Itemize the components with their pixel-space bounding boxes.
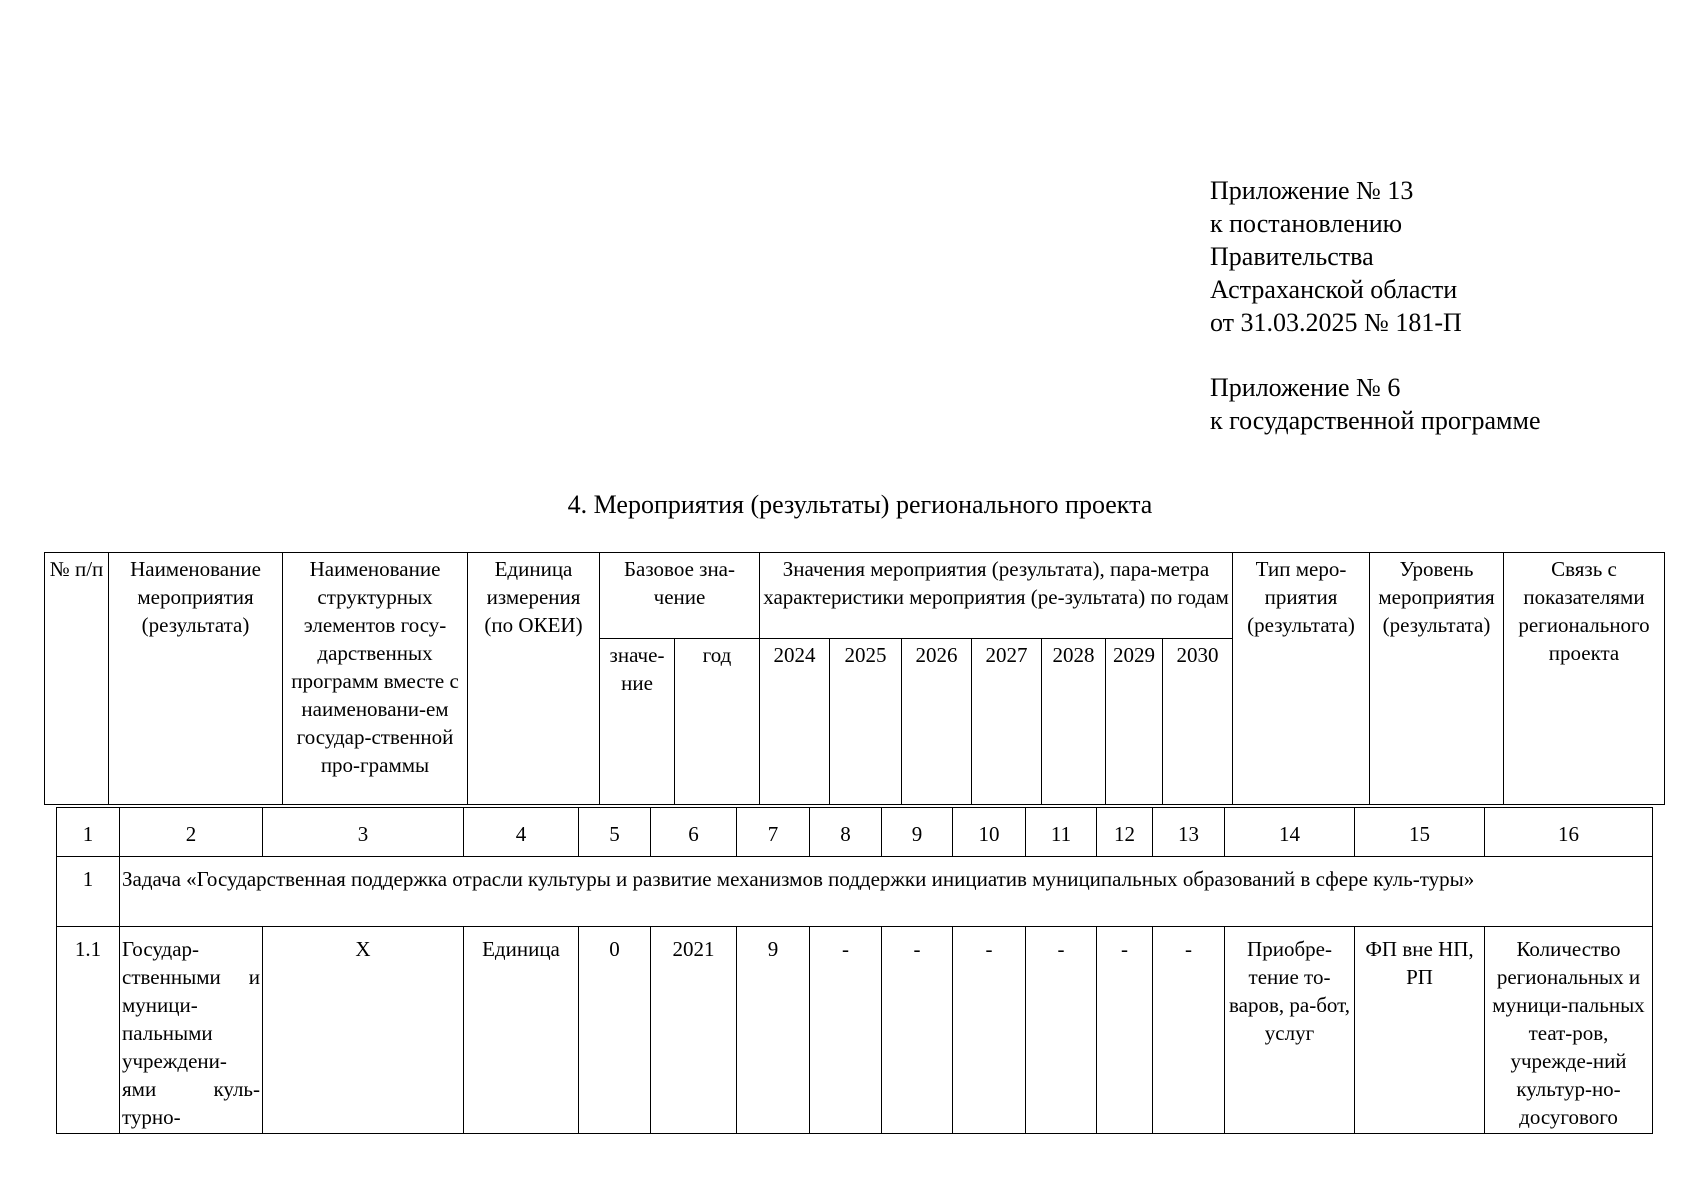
column-number: 8 <box>810 808 882 857</box>
header-year: 2026 <box>902 639 972 805</box>
header-year: 2029 <box>1106 639 1163 805</box>
column-number: 12 <box>1097 808 1153 857</box>
header-level: Уровень мероприятия (результата) <box>1370 553 1504 805</box>
header-unit: Единица измерения (по ОКЕИ) <box>468 553 600 805</box>
column-number: 5 <box>579 808 651 857</box>
task-row <box>57 857 1653 927</box>
column-number: 3 <box>263 808 464 857</box>
header-values-group: Значения мероприятия (результата), пара-метра характеристики мероприятия (ре-зультата) по годам <box>760 553 1233 639</box>
header-name: Наименование мероприятия (результата) <box>109 553 283 805</box>
column-number: 1 <box>57 808 120 857</box>
header-year: 2027 <box>972 639 1042 805</box>
header-table <box>44 552 1665 805</box>
item-unit: Единица <box>464 927 579 1134</box>
header-link: Связь с показателями регионального проекта <box>1504 553 1665 805</box>
header-base-year: год <box>675 639 760 805</box>
appendix-line: Астраханской области <box>1210 275 1458 304</box>
task-num: 1 <box>57 857 120 927</box>
item-value: - <box>1153 927 1225 1134</box>
item-structural: X <box>263 927 464 1134</box>
appendix-line: к постановлению <box>1210 209 1403 238</box>
column-number: 15 <box>1355 808 1485 857</box>
item-value: - <box>1097 927 1153 1134</box>
appendix-line: от 31.03.2025 № 181-П <box>1210 308 1462 337</box>
header-base-value: значе-ние <box>600 639 675 805</box>
column-number: 13 <box>1153 808 1225 857</box>
table-row <box>57 927 1653 1134</box>
column-number: 6 <box>651 808 737 857</box>
header-year: 2028 <box>1042 639 1106 805</box>
item-value: - <box>882 927 953 1134</box>
appendix-block <box>1210 174 1541 437</box>
item-value: - <box>810 927 882 1134</box>
item-level: ФП вне НП, РП <box>1355 927 1485 1134</box>
body-table <box>56 807 1653 1134</box>
header-type: Тип меро-приятия (результата) <box>1233 553 1370 805</box>
task-text: Задача «Государственная поддержка отрасли культуры и развитие механизмов поддержки инициатив муниципальных образований в сфере куль-туры» <box>120 857 1653 927</box>
column-number: 4 <box>464 808 579 857</box>
item-num: 1.1 <box>57 927 120 1134</box>
item-value: - <box>953 927 1026 1134</box>
item-name: Государ-ственными и муници-пальными учреждени-ями куль-турно- <box>120 927 263 1134</box>
item-base-value: 0 <box>579 927 651 1134</box>
header-structural: Наименование структурных элементов госу-дарственных программ вместе с наименовани-ем государ-ственной про-граммы <box>283 553 468 805</box>
header-num: № п/п <box>45 553 109 805</box>
column-number: 7 <box>737 808 810 857</box>
item-value: - <box>1026 927 1097 1134</box>
appendix-line: Правительства <box>1210 242 1374 271</box>
column-number: 10 <box>953 808 1026 857</box>
header-base: Базовое зна-чение <box>600 553 760 639</box>
appendix-line: Приложение № 6 <box>1210 373 1401 402</box>
column-number: 14 <box>1225 808 1355 857</box>
column-numbers-row <box>57 808 1653 857</box>
item-type: Приобре-тение то-варов, ра-бот, услуг <box>1225 927 1355 1134</box>
item-value: 9 <box>737 927 810 1134</box>
column-number: 16 <box>1485 808 1653 857</box>
header-year: 2030 <box>1163 639 1233 805</box>
column-number: 11 <box>1026 808 1097 857</box>
appendix-line: к государственной программе <box>1210 406 1541 435</box>
header-year: 2024 <box>760 639 830 805</box>
column-number: 2 <box>120 808 263 857</box>
header-year: 2025 <box>830 639 902 805</box>
item-link: Количество региональных и муници-пальных теат-ров, учрежде-ний культур-но-досугового <box>1485 927 1653 1134</box>
column-number: 9 <box>882 808 953 857</box>
item-base-year: 2021 <box>651 927 737 1134</box>
appendix-line: Приложение № 13 <box>1210 176 1414 205</box>
document-title: 4. Мероприятия (результаты) регионального проекта <box>567 490 1153 519</box>
